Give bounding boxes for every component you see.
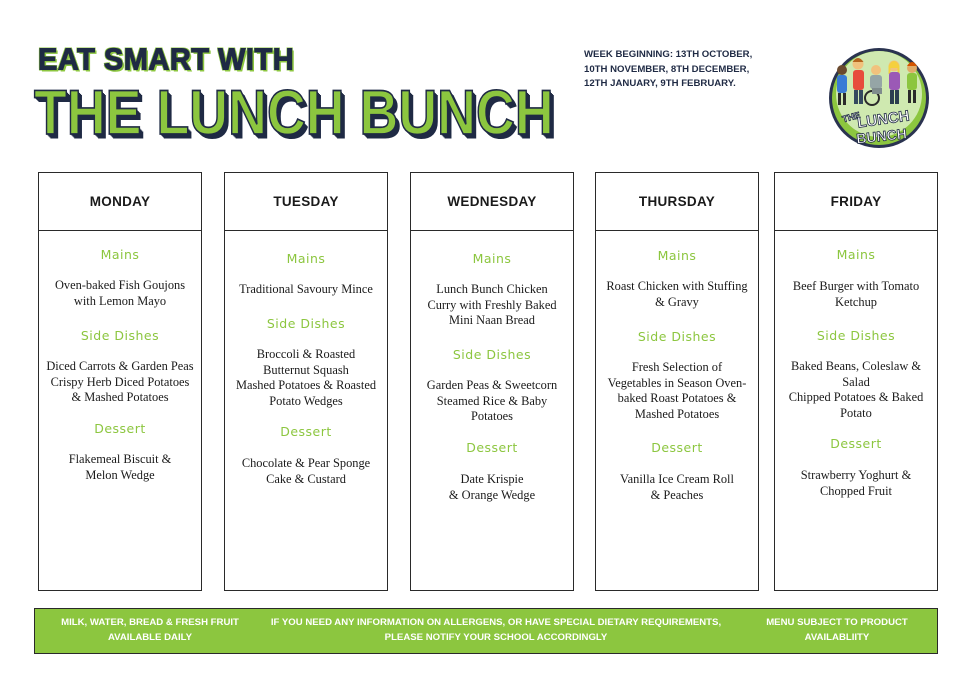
lunch-bunch-logo xyxy=(828,44,930,154)
dish-line: Diced Carrots & Garden Peas xyxy=(46,359,194,373)
section-sides-label: Side Dishes xyxy=(816,328,896,343)
dish-line: Garden Peas & Sweetcorn xyxy=(426,378,558,392)
logo-text-the: THE xyxy=(841,109,862,125)
dish-line: Mashed Potatoes xyxy=(634,406,720,421)
week-line: WEEK BEGINNING: 13TH OCTOBER, xyxy=(584,49,753,60)
dish-line: Cake & Custard xyxy=(266,471,346,486)
section-mains-label: Mains xyxy=(836,247,876,262)
dish-line: Vanilla Ice Cream Roll xyxy=(620,472,734,486)
dish-line: Ketchup xyxy=(835,294,877,309)
day-heading: WEDNESDAY xyxy=(411,173,573,231)
day-heading: MONDAY xyxy=(39,173,201,231)
day-column-tuesday xyxy=(224,172,388,591)
mains-dish xyxy=(600,279,754,310)
mains-dish xyxy=(43,278,197,309)
dish-line: Melon Wedge xyxy=(85,467,155,482)
day-column-wednesday xyxy=(410,172,574,591)
section-dessert-label: Dessert xyxy=(651,440,703,455)
dish-line: & Gravy xyxy=(655,294,699,309)
dessert-dish xyxy=(415,472,569,503)
title-eat-smart: EAT SMART WITH xyxy=(38,43,295,77)
day-heading: TUESDAY xyxy=(225,173,387,231)
dessert-dish xyxy=(229,456,383,487)
day-column-monday xyxy=(38,172,202,591)
dish-line: & Peaches xyxy=(650,487,704,502)
footer-line: AVAILABLIITY xyxy=(804,631,870,643)
dish-line: Broccoli & Roasted xyxy=(256,347,356,361)
section-sides-label: Side Dishes xyxy=(266,316,346,331)
dish-line: with Lemon Mayo xyxy=(73,293,167,308)
section-mains-label: Mains xyxy=(100,247,140,262)
dish-line: Chopped Fruit xyxy=(820,483,892,498)
dish-line: Mini Naan Bread xyxy=(448,313,536,328)
dish-line: Mashed Potatoes & Roasted xyxy=(235,378,377,393)
week-line: 12TH JANUARY, 9TH FEBRUARY. xyxy=(584,78,736,89)
dish-line: Traditional Savoury Mince xyxy=(239,282,373,296)
dish-line: Steamed Rice & Baby xyxy=(436,393,548,408)
dish-line: Salad xyxy=(842,374,870,389)
footer-banner xyxy=(34,608,938,654)
dish-line: Potatoes xyxy=(471,409,513,424)
mains-dish xyxy=(415,282,569,329)
week-beginning-dates xyxy=(584,48,784,92)
section-dessert-label: Dessert xyxy=(830,436,882,451)
footer-line: MENU SUBJECT TO PRODUCT xyxy=(766,617,908,628)
title-lunch-bunch: THE LUNCH BUNCH xyxy=(34,77,554,148)
day-column-friday xyxy=(774,172,938,591)
dish-line: Oven-baked Fish Goujons xyxy=(54,278,186,292)
footer-line: AVAILABLE DAILY xyxy=(107,631,193,643)
section-mains-label: Mains xyxy=(657,248,697,263)
side-dishes xyxy=(229,347,383,409)
day-heading: THURSDAY xyxy=(596,173,758,231)
side-dishes xyxy=(779,359,933,421)
dish-line: Chocolate & Pear Sponge xyxy=(241,456,371,470)
mains-dish xyxy=(779,279,933,310)
day-heading: FRIDAY xyxy=(775,173,937,231)
logo-text-lunch: LUNCH xyxy=(856,107,911,132)
dish-line: Chipped Potatoes & Baked xyxy=(788,390,924,405)
dish-line: Crispy Herb Diced Potatoes xyxy=(50,374,190,389)
dish-line: baked Roast Potatoes & xyxy=(617,391,737,406)
day-column-thursday xyxy=(595,172,759,591)
footer-note-daily xyxy=(45,616,255,645)
section-mains-label: Mains xyxy=(472,251,512,266)
side-dishes xyxy=(43,359,197,406)
section-dessert-label: Dessert xyxy=(280,424,332,439)
footer-note-availability xyxy=(747,616,927,645)
dish-line: Vegetables in Season Oven- xyxy=(607,375,747,390)
dish-line: Baked Beans, Coleslaw & xyxy=(790,359,922,373)
side-dishes xyxy=(600,360,754,422)
dish-line: Roast Chicken with Stuffing xyxy=(606,279,748,293)
footer-line: MILK, WATER, BREAD & FRESH FRUIT xyxy=(61,617,239,628)
section-sides-label: Side Dishes xyxy=(80,328,160,343)
dish-line: & Mashed Potatoes xyxy=(71,390,169,405)
dish-line: Strawberry Yoghurt & xyxy=(800,468,912,482)
dish-line: & Orange Wedge xyxy=(448,487,536,502)
section-mains-label: Mains xyxy=(286,251,326,266)
dish-line: Potato Wedges xyxy=(269,393,343,408)
dish-line: Fresh Selection of xyxy=(631,360,723,374)
dish-line: Butternut Squash xyxy=(263,362,349,377)
dessert-dish xyxy=(779,468,933,499)
dish-line: Lunch Bunch Chicken xyxy=(436,282,548,296)
dish-line: Potato xyxy=(840,405,872,420)
section-dessert-label: Dessert xyxy=(466,440,518,455)
week-line: 10TH NOVEMBER, 8TH DECEMBER, xyxy=(584,63,750,75)
dish-line: Curry with Freshly Baked xyxy=(427,297,557,312)
logo-text-bunch: BUNCH xyxy=(855,125,908,147)
footer-line: PLEASE NOTIFY YOUR SCHOOL ACCORDINGLY xyxy=(384,631,608,643)
dessert-dish xyxy=(43,452,197,483)
section-sides-label: Side Dishes xyxy=(452,347,532,362)
footer-note-allergens xyxy=(261,616,731,645)
footer-line: IF YOU NEED ANY INFORMATION ON ALLERGENS, OR HAVE SPECIAL DIETARY REQUIREMENTS, xyxy=(270,617,722,628)
section-sides-label: Side Dishes xyxy=(637,329,717,344)
section-dessert-label: Dessert xyxy=(94,421,146,436)
mains-dish xyxy=(229,282,383,298)
dish-line: Flakemeal Biscuit & xyxy=(68,452,172,466)
dish-line: Beef Burger with Tomato xyxy=(792,279,920,293)
dessert-dish xyxy=(600,472,754,503)
side-dishes xyxy=(415,378,569,425)
dish-line: Date Krispie xyxy=(460,472,524,486)
